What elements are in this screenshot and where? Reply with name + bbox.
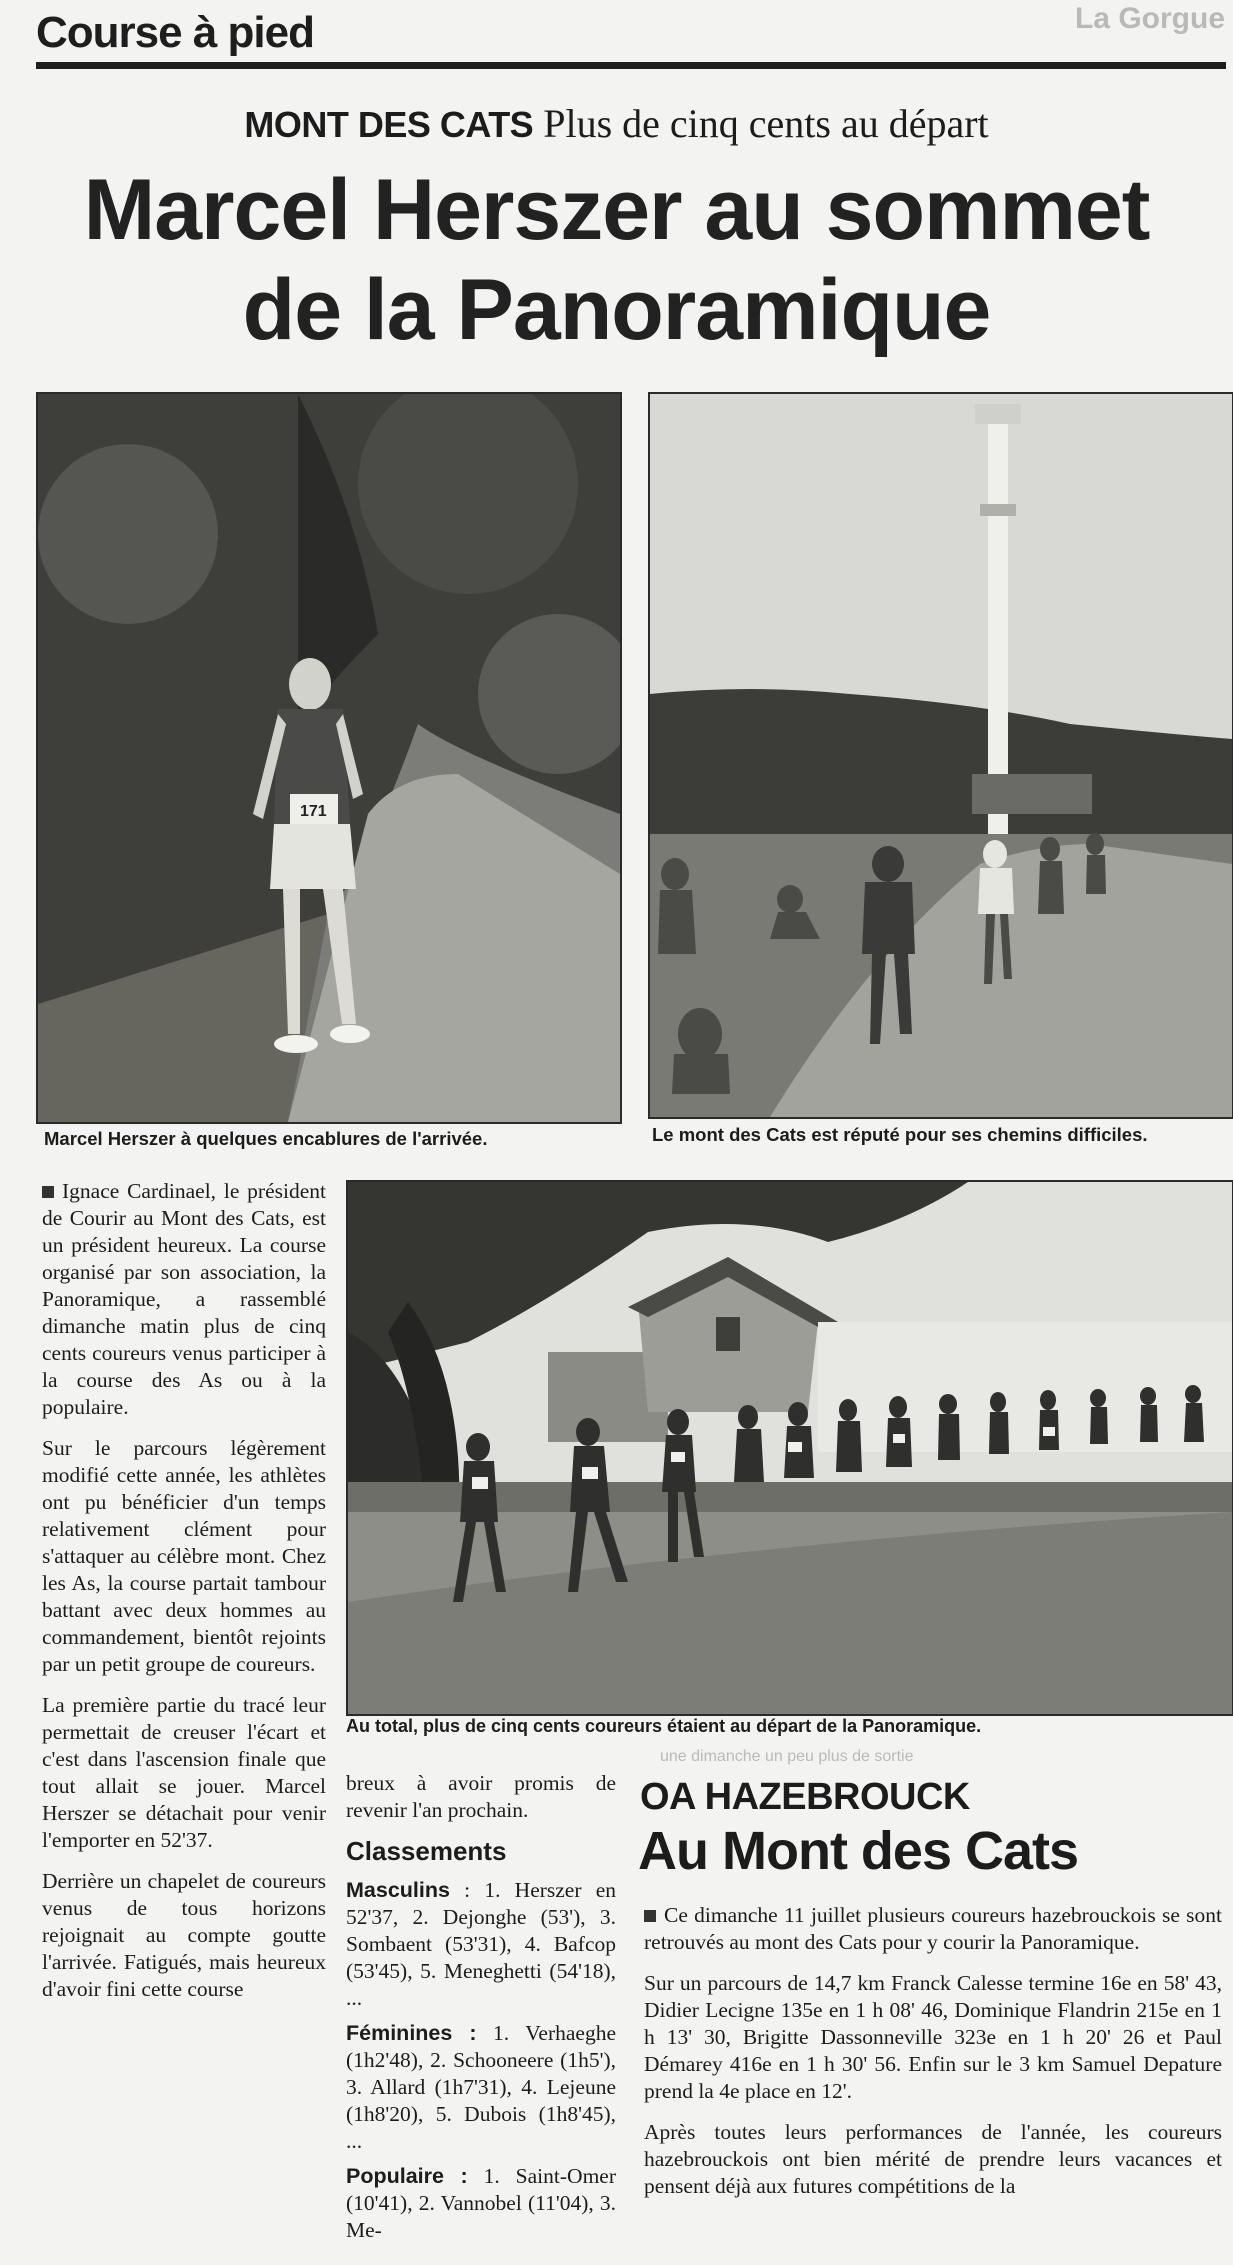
bullet-square-icon bbox=[42, 1186, 54, 1198]
headline-line-1: Marcel Herszer au sommet bbox=[83, 162, 1150, 258]
caption-photo-3: Au total, plus de cinq cents coureurs étaient au départ de la Panoramique. bbox=[346, 1716, 982, 1736]
bleed-through-text: La Gorgue bbox=[1074, 2, 1225, 35]
kicker bbox=[0, 100, 1233, 147]
kicker-subtitle: Plus de cinq cents au départ bbox=[543, 101, 989, 146]
article-paragraph-4-continued: breux à avoir promis de revenir l'an prochain. bbox=[346, 1771, 616, 1822]
header-rule bbox=[36, 62, 1226, 69]
bullet-square-icon bbox=[644, 1910, 656, 1922]
classements-list bbox=[346, 1877, 616, 2244]
classement-masculins-label: Masculins bbox=[346, 1878, 450, 1902]
photo-runner bbox=[36, 392, 622, 1124]
classements-title: Classements bbox=[346, 1836, 507, 1866]
bib-number: 171 bbox=[300, 803, 327, 820]
oa-paragraph-1: Ce dimanche 11 juillet plusieurs coureurs hazebrouckois se sont retrouvés au mont des Cats pour y courir la Panoramique. bbox=[644, 1903, 1222, 1954]
oa-kicker: OA HAZEBROUCK bbox=[640, 1776, 970, 1818]
oa-paragraph-2: Sur un parcours de 14,7 km Franck Calesse termine 16e en 58' 43, Didier Lecigne 135e en 1 h 08' 46, Dominique Flandrin 215e en 1 h 13' 30, Brigitte Dassonneville 323e en 1 h 20' 26 et Paul Démarey 416e en 1 h 30' 56. Enfin sur le 3 km Samuel Depature prend la 4e place en 12'. bbox=[644, 1971, 1222, 2103]
classement-populaire: Populaire : 1. Saint-Omer (10'41), 2. Vannobel (11'04), 3. Me- bbox=[346, 2164, 616, 2242]
classement-masculins: Masculins : 1. Herszer en 52'37, 2. Dejonghe (53'), 3. Sombaent (53'31), 4. Bafcop (53'45), 5. Meneghetti (54'18), ... bbox=[346, 1878, 616, 2010]
headline bbox=[0, 160, 1233, 360]
classement-feminines-label: Féminines : bbox=[346, 2021, 477, 2045]
photo-road-antenna bbox=[648, 392, 1233, 1119]
oa-paragraph-3: Après toutes leurs performances de l'année, les coureurs hazebrouckois ont bien mérité de prendre leurs vacances et pensent déjà aux futures compétitions de la bbox=[644, 2120, 1222, 2198]
article-column-1 bbox=[42, 1178, 326, 2017]
headline-line-2: de la Panoramique bbox=[242, 262, 991, 358]
caption-photo-2: Le mont des Cats est réputé pour ses chemins difficiles. bbox=[652, 1124, 1148, 1145]
section-title: Course à pied bbox=[36, 8, 314, 57]
kicker-place: MONT DES CATS bbox=[244, 104, 534, 145]
article-paragraph-4: Derrière un chapelet de coureurs venus de tous horizons rejoignait au compte goutte l'arrivée. Fatigués, mais heureux d'avoir fini cette course bbox=[42, 1869, 326, 2001]
classement-feminines: Féminines : 1. Verhaeghe (1h2'48), 2. Schooneere (1h5'), 3. Allard (1h7'31), 4. Lejeune (1h8'20), 5. Dubois (1h8'45), ... bbox=[346, 2021, 616, 2153]
classement-populaire-label: Populaire : bbox=[346, 2164, 468, 2188]
caption-photo-1: Marcel Herszer à quelques encablures de l'arrivée. bbox=[44, 1128, 488, 1149]
article-column-2 bbox=[346, 1770, 616, 2244]
bleed-through-text: une dimanche un peu plus de sortie bbox=[660, 1748, 914, 1765]
article-paragraph-3: La première partie du tracé leur permettait de creuser l'écart et c'est dans l'ascension finale que tout allait se jouer. Marcel Herszer se détachait pour venir l'emporter en 52'37. bbox=[42, 1693, 326, 1852]
oa-article bbox=[644, 1902, 1222, 2214]
article-paragraph-1: Ignace Cardinael, le président de Courir au Mont des Cats, est un président heureux. La course organisé par son association, la Panoramique, a rassemblé dimanche matin plus de cinq cents coureurs venus participer à la course des As ou à la populaire. bbox=[42, 1179, 326, 1419]
photo-race-start bbox=[346, 1180, 1233, 1716]
article-paragraph-2: Sur le parcours légèrement modifié cette année, les athlètes ont pu bénéficier d'un temps relativement clément pour s'attaquer au célèbre mont. Chez les As, la course partait tambour battant avec deux hommes au commandement, bientôt rejoints par un petit groupe de coureurs. bbox=[42, 1436, 326, 1676]
oa-title: Au Mont des Cats bbox=[638, 1821, 1079, 1881]
